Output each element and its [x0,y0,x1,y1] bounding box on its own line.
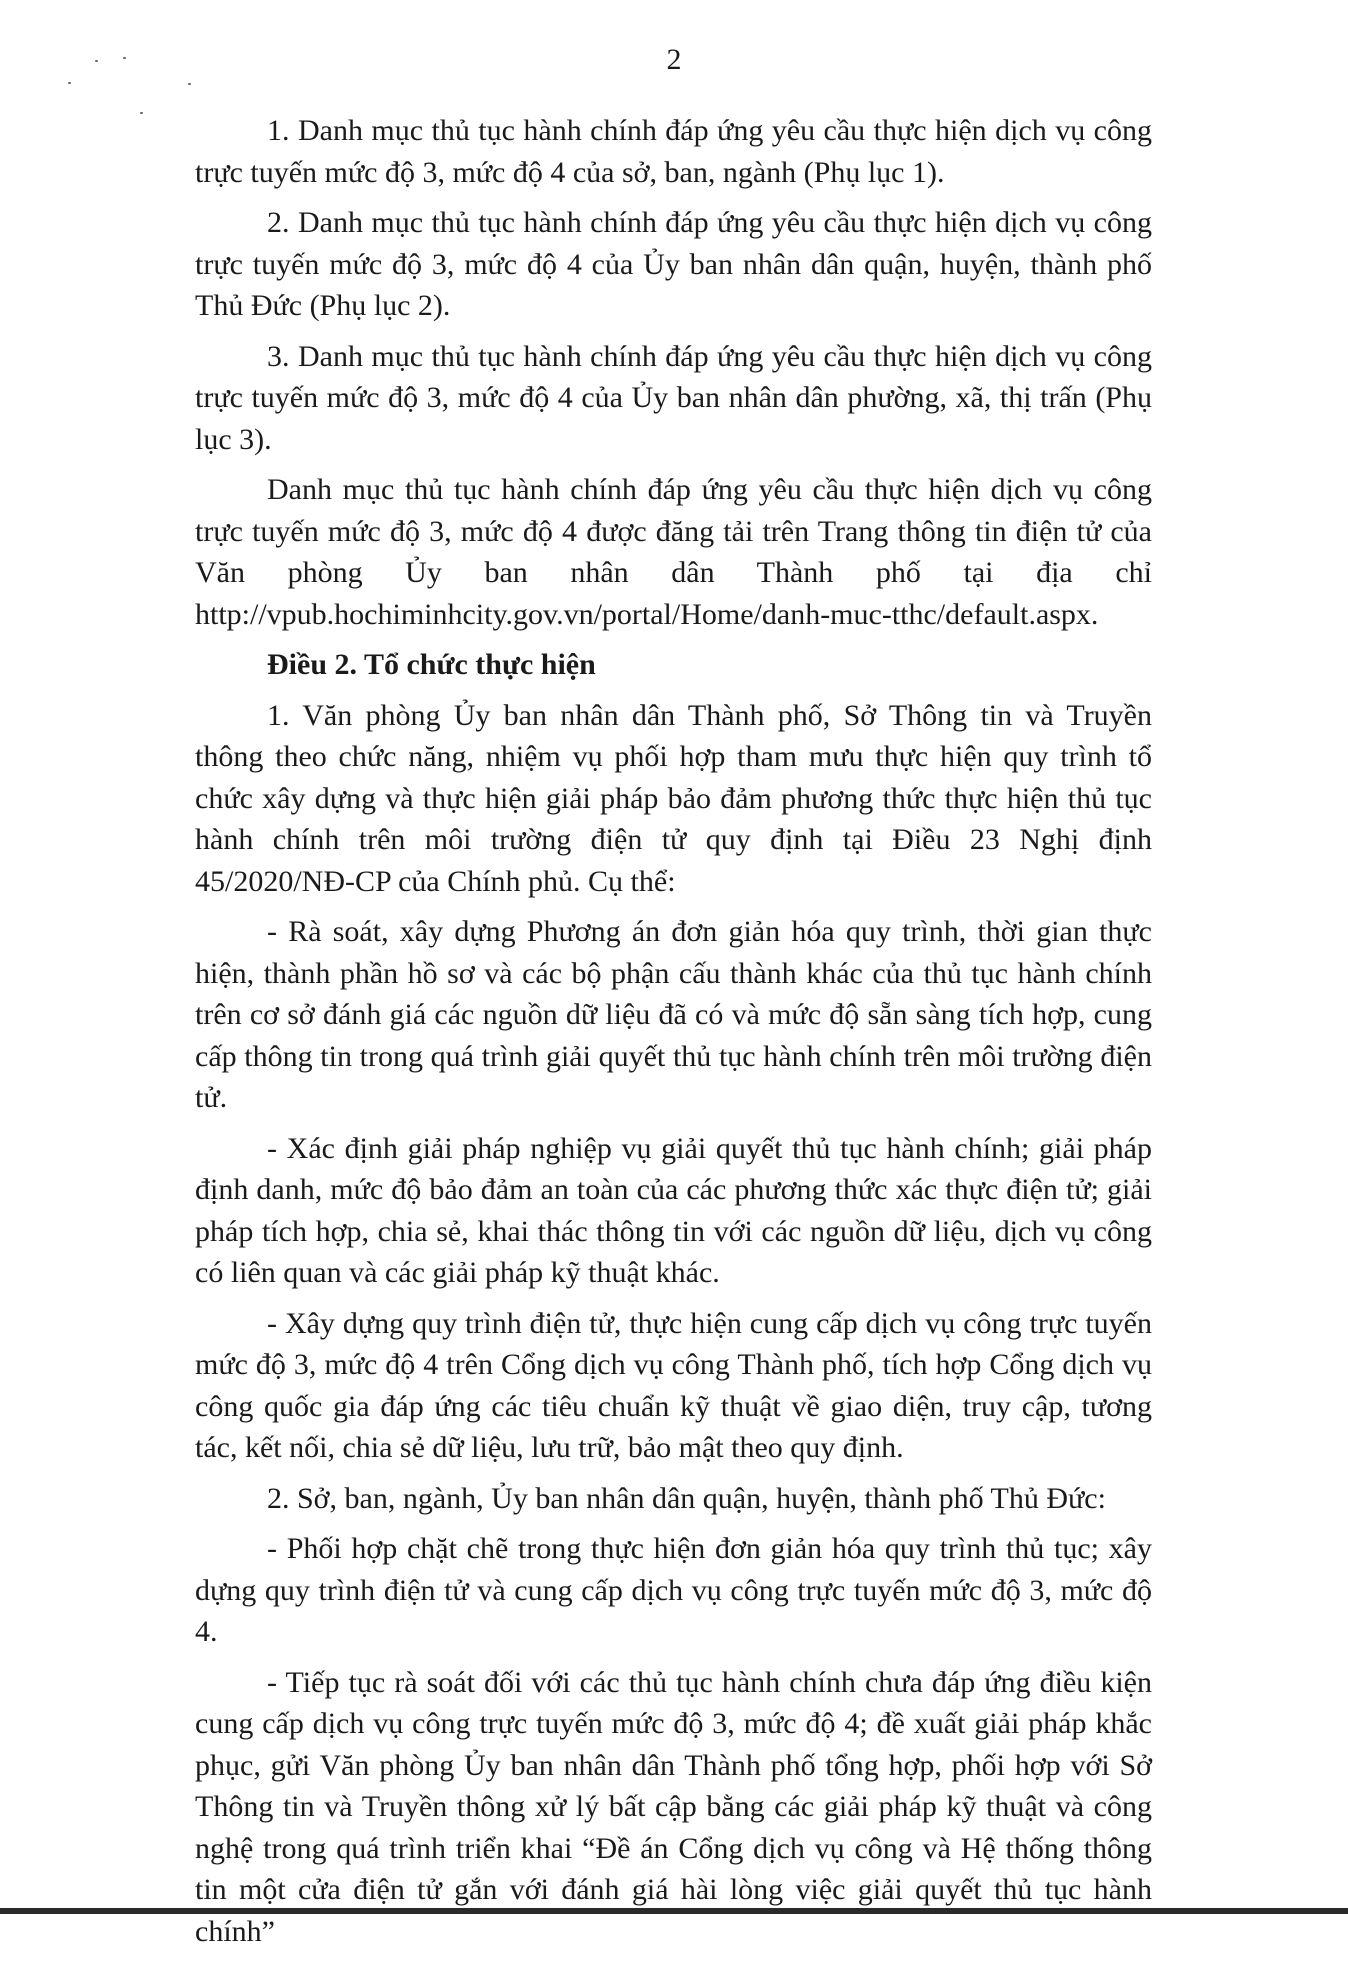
scan-speck [140,112,143,114]
paragraph-article-2-item-1: 1. Văn phòng Ủy ban nhân dân Thành phố, Sở Thông tin và Truyền thông theo chức năng, nhiệm vụ phối hợp tham mưu thực hiện quy trình tổ chức xây dựng và thực hiện giải pháp bảo đảm phương thức thực hiện thủ tục hành chính trên môi trường điện tử quy định tại Điều 23 Nghị định 45/2020/NĐ-CP của Chính phủ. Cụ thể: [195,698,1152,898]
paragraph-article-2-item-2: 2. Sở, ban, ngành, Ủy ban nhân dân quận, huyện, thành phố Thủ Đức: [267,1481,1106,1515]
paragraph-coordinate: - Phối hợp chặt chẽ trong thực hiện đơn giản hóa quy trình thủ tục; xây dựng quy trình điện tử và cung cấp dịch vụ công trực tuyến mức độ 3, mức độ 4. [195,1532,1152,1648]
paragraph-list-item-3: 3. Danh mục thủ tục hành chính đáp ứng yêu cầu thực hiện dịch vụ công trực tuyến mức độ 3, mức độ 4 của Ủy ban nhân dân phường, xã, thị trấn (Phụ lục 3). [195,339,1152,456]
paragraph-list-item-2: 2. Danh mục thủ tục hành chính đáp ứng yêu cầu thực hiện dịch vụ công trực tuyến mức độ 3, mức độ 4 của Ủy ban nhân dân quận, huyện, thành phố Thủ Đức (Phụ lục 2). [195,206,1152,322]
scan-speck [188,83,191,85]
scan-speck [68,82,71,84]
page-number: 2 [666,43,682,76]
paragraph-review-simplify: - Rà soát, xây dựng Phương án đơn giản hóa quy trình, thời gian thực hiện, thành phần hồ sơ và các bộ phận cấu thành khác của thủ tục hành chính trên cơ sở đánh giá các nguồn dữ liệu đã có và mức độ sẵn sàng tích hợp, cung cấp thông tin trong quá trình giải quyết thủ tục hành chính trên môi trường điện tử. [195,915,1152,1114]
paragraph-publication-note: Danh mục thủ tục hành chính đáp ứng yêu cầu thực hiện dịch vụ công trực tuyến mức độ 3, mức độ 4 được đăng tải trên Trang thông tin điện tử của Văn phòng Ủy ban nhân dân Thành phố tại địa chỉ [195,473,1152,589]
article-2-heading: Điều 2. Tổ chức thực hiện [267,648,596,681]
document-body [195,110,1152,1961]
portal-url: http://vpub.hochiminhcity.gov.vn/portal/Home/danh-muc-tthc/default.aspx. [195,597,1099,631]
paragraph-continue-review: - Tiếp tục rà soát đối với các thủ tục hành chính chưa đáp ứng điều kiện cung cấp dịch vụ công trực tuyến mức độ 3, mức độ 4; đề xuất giải pháp khắc phục, gửi Văn phòng Ủy ban nhân dân Thành phố tổng hợp, phối hợp với Sở Thông tin và Truyền thông xử lý bất cập bằng các giải pháp kỹ thuật và công nghệ trong quá trình triển khai “Đề án Cổng dịch vụ công và Hệ thống thông tin một cửa điện tử gắn với đánh giá hài lòng việc giải quyết thủ tục hành chính” [195,1665,1152,1948]
scan-bottom-edge [0,1908,1348,1914]
paragraph-build-e-process: - Xây dựng quy trình điện tử, thực hiện cung cấp dịch vụ công trực tuyến mức độ 3, mức độ 4 trên Cổng dịch vụ công Thành phố, tích hợp Cổng dịch vụ công quốc gia đáp ứng các tiêu chuẩn kỹ thuật về giao diện, truy cập, tương tác, kết nối, chia sẻ dữ liệu, lưu trữ, bảo mật theo quy định. [195,1306,1152,1464]
paragraph-list-item-1: 1. Danh mục thủ tục hành chính đáp ứng yêu cầu thực hiện dịch vụ công trực tuyến mức độ 3, mức độ 4 của sở, ban, ngành (Phụ lục 1). [195,114,1152,189]
paragraph-determine-solutions: - Xác định giải pháp nghiệp vụ giải quyết thủ tục hành chính; giải pháp định danh, mức độ bảo đảm an toàn của các phương thức xác thực điện tử; giải pháp tích hợp, chia sẻ, khai thác thông tin với các nguồn dữ liệu, dịch vụ công có liên quan và các giải pháp kỹ thuật khác. [195,1131,1152,1289]
